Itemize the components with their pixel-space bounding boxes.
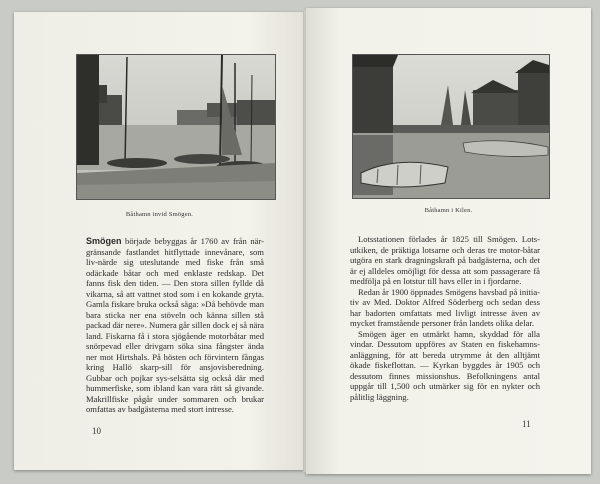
photo-caption: Båthamn i Kilen.: [424, 207, 473, 214]
paragraph: Lotsstationen förlades år 1825 till Smögen. Lots-utkiken, de präktiga lotsarne och deras tre motor-båtar utgöra en stark dragningskraft på badgästerna, och det är ej alldeles omöjligt för dessa att som passagerare få medfölja på en lotstur till havs eller in i fjordarne.: [350, 234, 540, 286]
left-page: [14, 12, 305, 470]
paragraph: [86, 236, 264, 415]
book-spread: [14, 8, 592, 474]
harbor-photo-kilen: [352, 54, 550, 199]
right-page: [306, 8, 591, 474]
body-text: [350, 234, 540, 402]
page-number: 11: [522, 419, 531, 429]
photo-caption: Båthamn invid Smögen.: [125, 211, 194, 218]
paragraph: Redan år 1900 öppnades Smögens havsbad på initia-tiv av Med. Doktor Alfred Söderberg och sedan dess har badorten omfattats med livligt intresse även av mycket framstående personer från landets olika delar.: [350, 286, 540, 328]
body-text: [86, 236, 264, 415]
page-number: 10: [92, 426, 101, 436]
lead-word: Smögen: [86, 236, 122, 246]
paragraph: Smögen äger en utmärkt hamn, skyddad för alla vindar. Dessutom uppföres av Staten en fiskehamns-anläggning, för att bereda utrymme åt den alltjämt ökade fiskeflottan. — Kyrkan byggdes år 1905 och dessutom finnes missionshus. Befolkningens antal uppgår till 1,500 och utmärker sig för en nykter och pålitlig läggning.: [350, 328, 540, 402]
harbor-photo-smogen: [76, 54, 276, 200]
paragraph-text: började bebyggas år 1760 av från när-gränsande fastlandet hitflyttade innevånare, som liv-närde sig uteslutande med fiske från små odäckade båtar och med enklaste redskap. Det fanns fisk den tiden. — Den stora sillen fyllde då vikarna, så att vattnet stod som i en kokande gryta. Gamla fiskare bruka också säga: »Då behövde man bara sticka ner ena stöveln och känna sillen stå packad där nere». Numera går sillen dock ej så nära land. Fiskarna få i stora sjögående motorbåtar med snörpevad eller drivgarn söka sina fångster ända ner mot Hirtshals. På hösten och förvintern fångas kring Hallö skarp-sill för ansjovisberedning. Gubbar och pojkar sys-selsätta sig också där med hummerfiske, som ibland kan vara rätt så givande. Makrillfiske pågår under sommaren och brukar omfattas av badgästerna med stort intresse.: [86, 236, 264, 414]
